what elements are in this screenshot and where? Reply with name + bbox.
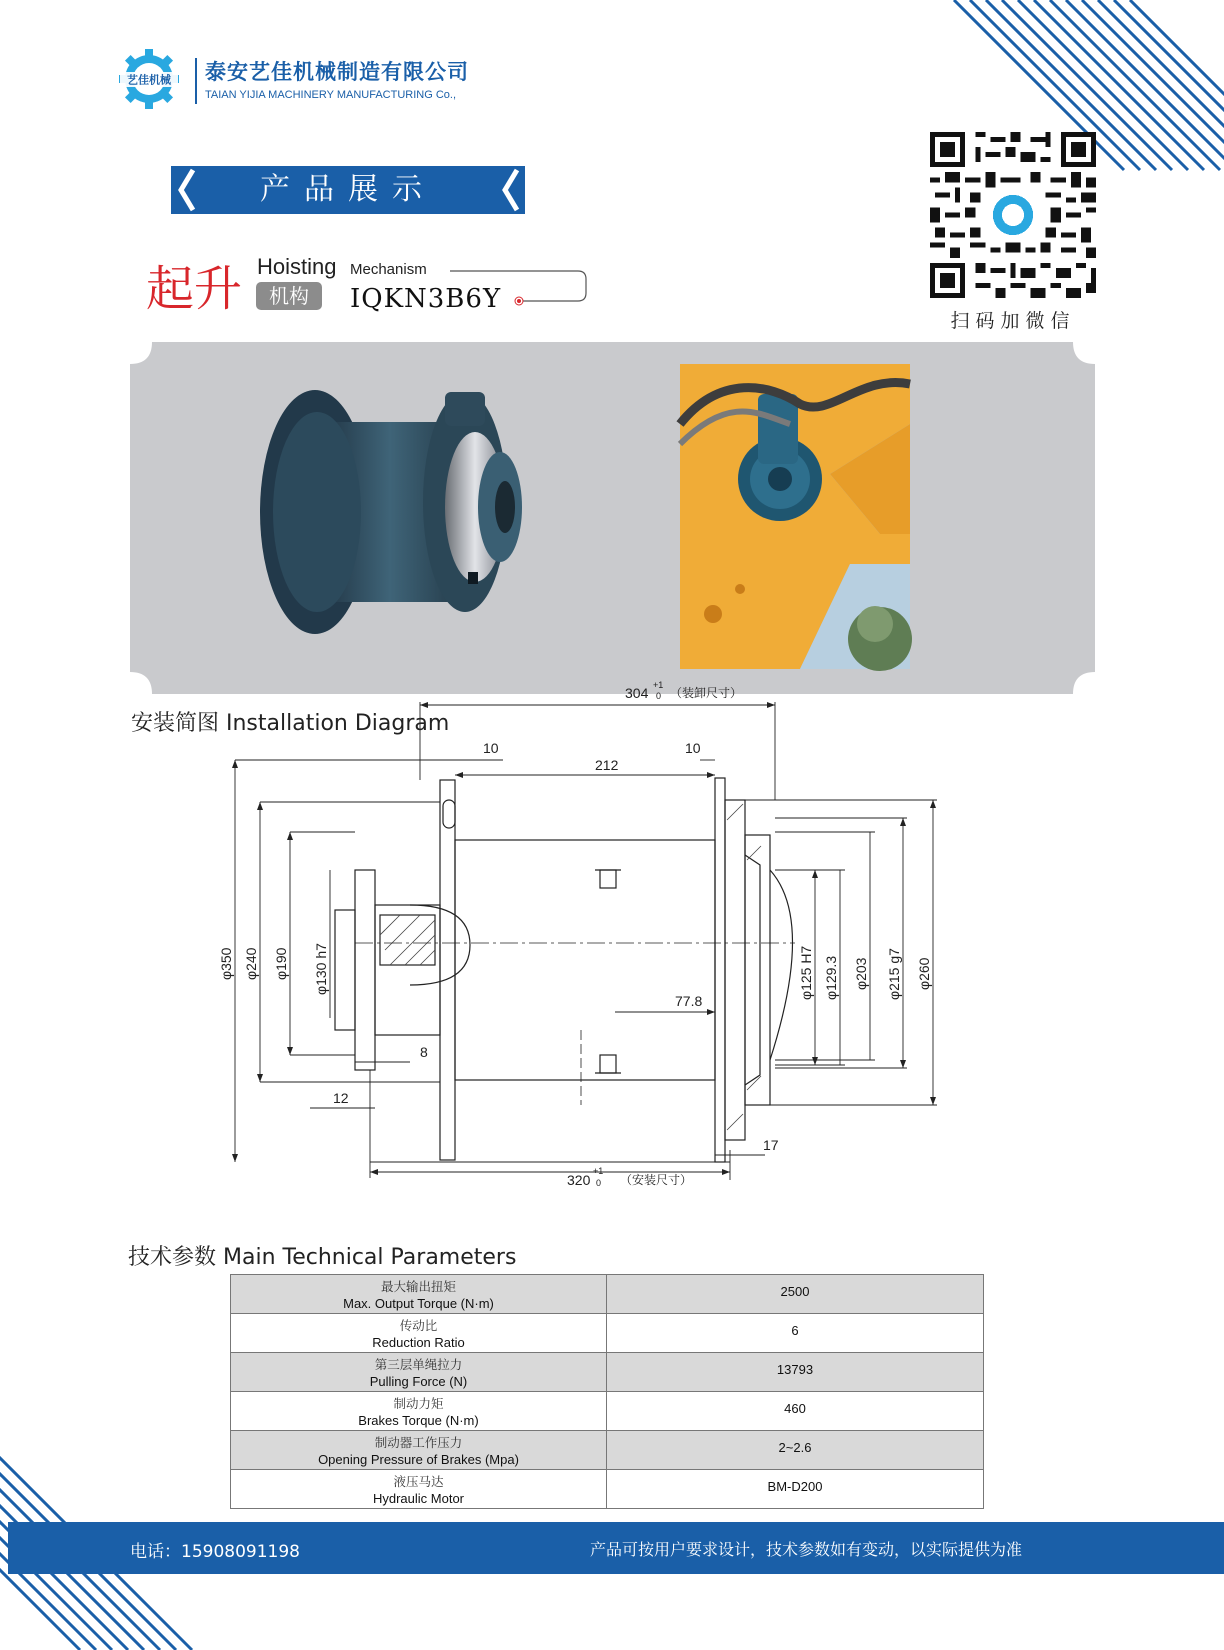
table-row (231, 1392, 984, 1431)
param-label-cn: 制动力矩 (393, 1396, 444, 1411)
installation-diagram (215, 680, 1015, 1235)
param-value: 2500 (780, 1284, 810, 1299)
dim-top-tol2: 0 (656, 691, 662, 701)
company-name-cn: 泰安艺佳机械制造有限公司 (205, 60, 469, 84)
dim-phi125: φ125 H7 (798, 945, 814, 1000)
param-label-cn: 制动器工作压力 (374, 1435, 463, 1450)
param-value: 13793 (776, 1362, 814, 1377)
table-row (231, 1431, 984, 1470)
product-title-en-1: Hoisting (257, 254, 337, 279)
param-label-cn: 最大输出扭矩 (380, 1279, 456, 1294)
table-row (231, 1470, 984, 1509)
banner-title: 产品展示 (260, 172, 436, 207)
param-label-en: Hydraulic Motor (372, 1491, 465, 1506)
logo-text: 艺佳机械 (127, 73, 171, 87)
dim-17: 17 (763, 1137, 779, 1153)
parameters-title: 技术参数 Main Technical Parameters (128, 1245, 517, 1270)
product-title-en-2: Mechanism (350, 261, 427, 278)
param-value: 460 (784, 1401, 806, 1416)
dim-top-overall: 304 (625, 685, 649, 701)
dim-phi129: φ129.3 (823, 955, 839, 1000)
installation-diagram-title: 安装简图 Installation Diagram (131, 711, 450, 736)
dim-top-note: （装卸尺寸） (670, 686, 743, 700)
dim-10-left: 10 (483, 740, 499, 756)
dim-phi260: φ260 (916, 957, 932, 990)
dim-phi203: φ203 (853, 957, 869, 990)
qr-caption: 扫码加微信 (950, 310, 1076, 332)
param-value: 6 (791, 1323, 799, 1338)
company-name-en: TAIAN YIJIA MACHINERY MANUFACTURING Co., (205, 89, 457, 101)
table-row (231, 1314, 984, 1353)
dim-12: 12 (333, 1090, 349, 1106)
param-value: BM-D200 (767, 1479, 823, 1494)
installed-winch-photo (680, 364, 910, 669)
parameters-table (230, 1274, 984, 1509)
param-label-en: Max. Output Torque (N·m) (343, 1296, 494, 1311)
dim-phi215: φ215 g7 (886, 948, 902, 1000)
param-label-cn: 第三层单绳拉力 (374, 1357, 463, 1372)
dim-bottom-overall: 320 (567, 1172, 591, 1188)
dim-top-tol: +1 (653, 680, 664, 690)
dim-8: 8 (420, 1044, 428, 1060)
company-gear-logo (118, 48, 180, 110)
dim-phi130: φ130 h7 (313, 943, 329, 995)
param-label-en: Brakes Torque (N·m) (358, 1413, 479, 1428)
hoist-winch-photo (255, 372, 525, 642)
dim-phi350: φ350 (218, 947, 234, 980)
dim-phi240: φ240 (243, 947, 259, 980)
footer-note: 产品可按用户要求设计，技术参数如有变动，以实际提供为准 (590, 1540, 1023, 1559)
dim-bottom-note: （安装尺寸） (620, 1173, 693, 1187)
wechat-qr-code[interactable] (930, 132, 1096, 298)
header-divider (195, 58, 197, 104)
param-label-en: Reduction Ratio (372, 1335, 465, 1350)
param-value: 2~2.6 (778, 1440, 812, 1455)
param-label-en: Pulling Force (N) (369, 1374, 468, 1389)
product-title-cn: 起升 (146, 261, 243, 317)
table-row (231, 1275, 984, 1314)
dim-bottom-tol2: 0 (596, 1178, 602, 1188)
dim-10-right: 10 (685, 740, 701, 756)
dim-212: 212 (595, 757, 619, 773)
product-title-cn-small: 机构 (256, 282, 322, 310)
table-row (231, 1353, 984, 1392)
dim-77-8: 77.8 (675, 993, 703, 1009)
footer-phone[interactable]: 电话：15908091198 (130, 1542, 300, 1562)
param-label-en: Opening Pressure of Brakes (Mpa) (318, 1452, 519, 1467)
param-label-cn: 液压马达 (393, 1474, 444, 1489)
product-model: IQKN3B6Y (350, 284, 502, 314)
param-label-cn: 传动比 (399, 1318, 438, 1333)
dim-phi190: φ190 (273, 947, 289, 980)
dim-bottom-tol: +1 (593, 1166, 604, 1176)
